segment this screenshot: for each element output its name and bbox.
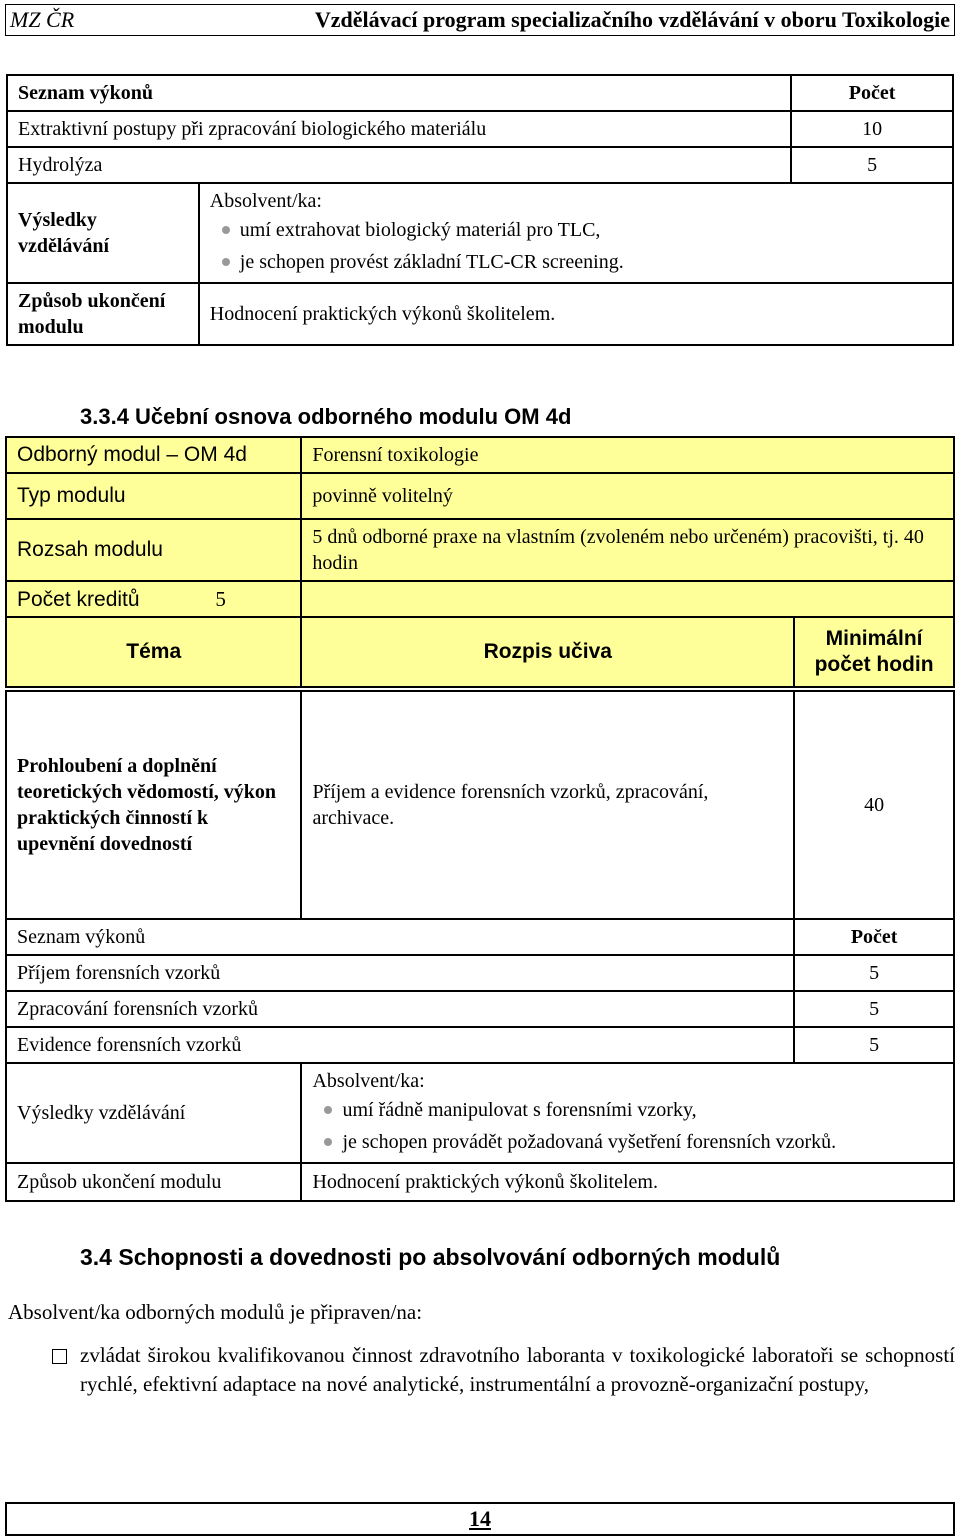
checkbox-bullet-icon bbox=[52, 1349, 67, 1364]
results-label: Výsledky vzdělávání bbox=[6, 1063, 301, 1163]
completion-text: Hodnocení praktických výkonů školitelem. bbox=[301, 1163, 954, 1201]
credits-value: 5 bbox=[215, 586, 226, 611]
list-item: je schopen provést základní TLC-CR screening. bbox=[210, 246, 942, 278]
section-heading-334: 3.3.4 Učební osnova odborného modulu OM 4d bbox=[80, 404, 572, 429]
results-cell bbox=[301, 1063, 954, 1163]
scope-label: Rozsah modulu bbox=[6, 519, 301, 581]
bullet-dot-icon bbox=[222, 226, 230, 234]
performance-table-1 bbox=[6, 74, 954, 346]
results-list bbox=[312, 1094, 943, 1158]
table-row-count: 5 bbox=[794, 991, 954, 1027]
type-label: Typ modulu bbox=[6, 473, 301, 519]
col-count-header: Počet bbox=[794, 919, 954, 955]
table-row-count: 5 bbox=[794, 1027, 954, 1063]
module-value: Forensní toxikologie bbox=[301, 437, 954, 473]
table-row-label: Extraktivní postupy při zpracování biologického materiálu bbox=[7, 111, 791, 147]
table-row-label: Evidence forensních vzorků bbox=[6, 1027, 794, 1063]
credits-label: Počet kreditů 5 bbox=[6, 581, 301, 617]
content-cell: Příjem a evidence forensních vzorků, zpracování, archivace. bbox=[301, 691, 794, 919]
col-count-header: Počet bbox=[791, 75, 953, 111]
skill-bullet-text: zvládat širokou kvalifikovanou činnost zdravotního laboranta v toxikologické laboratoři se schopností rychlé, efektivní adaptace na nové analytické, instrumentální a provozně-organizační postupy, bbox=[80, 1343, 955, 1396]
page-header bbox=[5, 4, 955, 36]
results-intro: Absolvent/ka: bbox=[312, 1070, 425, 1092]
col-list-header: Seznam výkonů bbox=[7, 75, 791, 111]
intro-text: Absolvent/ka odborných modulů je připraven/na: bbox=[8, 1300, 423, 1324]
table-row-label: Příjem forensních vzorků bbox=[6, 955, 794, 991]
table-row-count: 5 bbox=[794, 955, 954, 991]
performance-table-2 bbox=[5, 690, 955, 1202]
bullet-dot-icon bbox=[324, 1138, 332, 1146]
header-title: Vzdělávací program specializačního vzdělávání v oboru Toxikologie bbox=[314, 7, 950, 32]
results-label: Výsledky vzdělávání bbox=[7, 183, 199, 283]
header-left: MZ ČR bbox=[10, 7, 75, 32]
col-content-header: Rozpis učiva bbox=[301, 617, 794, 687]
results-list bbox=[210, 214, 942, 278]
col-hours-header: Minimální počet hodin bbox=[794, 617, 954, 687]
page-footer bbox=[5, 1502, 955, 1536]
completion-text: Hodnocení praktických výkonů školitelem. bbox=[199, 283, 953, 345]
completion-label: Způsob ukončení modulu bbox=[7, 283, 199, 345]
results-cell bbox=[199, 183, 953, 283]
col-topic-header: Téma bbox=[6, 617, 301, 687]
type-value: povinně volitelný bbox=[301, 473, 954, 519]
results-intro: Absolvent/ka: bbox=[209, 190, 322, 212]
bullet-dot-icon bbox=[222, 258, 230, 266]
section-heading-34: 3.4 Schopnosti a dovednosti po absolvování odborných modulů bbox=[80, 1244, 781, 1270]
page-number: 14 bbox=[469, 1506, 491, 1531]
list-item: je schopen provádět požadovaná vyšetření forensních vzorků. bbox=[312, 1126, 943, 1158]
module-label: Odborný modul – OM 4d bbox=[6, 437, 301, 473]
credits-empty bbox=[301, 581, 954, 617]
module-table bbox=[5, 436, 955, 688]
table-row-count: 10 bbox=[791, 111, 953, 147]
col-list-header: Seznam výkonů bbox=[6, 919, 794, 955]
table-row-label: Hydrolýza bbox=[7, 147, 791, 183]
hours-cell: 40 bbox=[794, 691, 954, 919]
topic-cell: Prohloubení a doplnění teoretických vědomostí, výkon praktických činností k upevnění dovedností bbox=[6, 691, 301, 919]
bullet-dot-icon bbox=[324, 1106, 332, 1114]
list-item: umí řádně manipulovat s forensními vzorky, bbox=[312, 1094, 943, 1126]
scope-value: 5 dnů odborné praxe na vlastním (zvoleném nebo určeném) pracovišti, tj. 40 hodin bbox=[301, 519, 954, 581]
completion-label: Způsob ukončení modulu bbox=[6, 1163, 301, 1201]
table-row-count: 5 bbox=[791, 147, 953, 183]
list-item: umí extrahovat biologický materiál pro TLC, bbox=[210, 214, 942, 246]
table-row-label: Zpracování forensních vzorků bbox=[6, 991, 794, 1027]
